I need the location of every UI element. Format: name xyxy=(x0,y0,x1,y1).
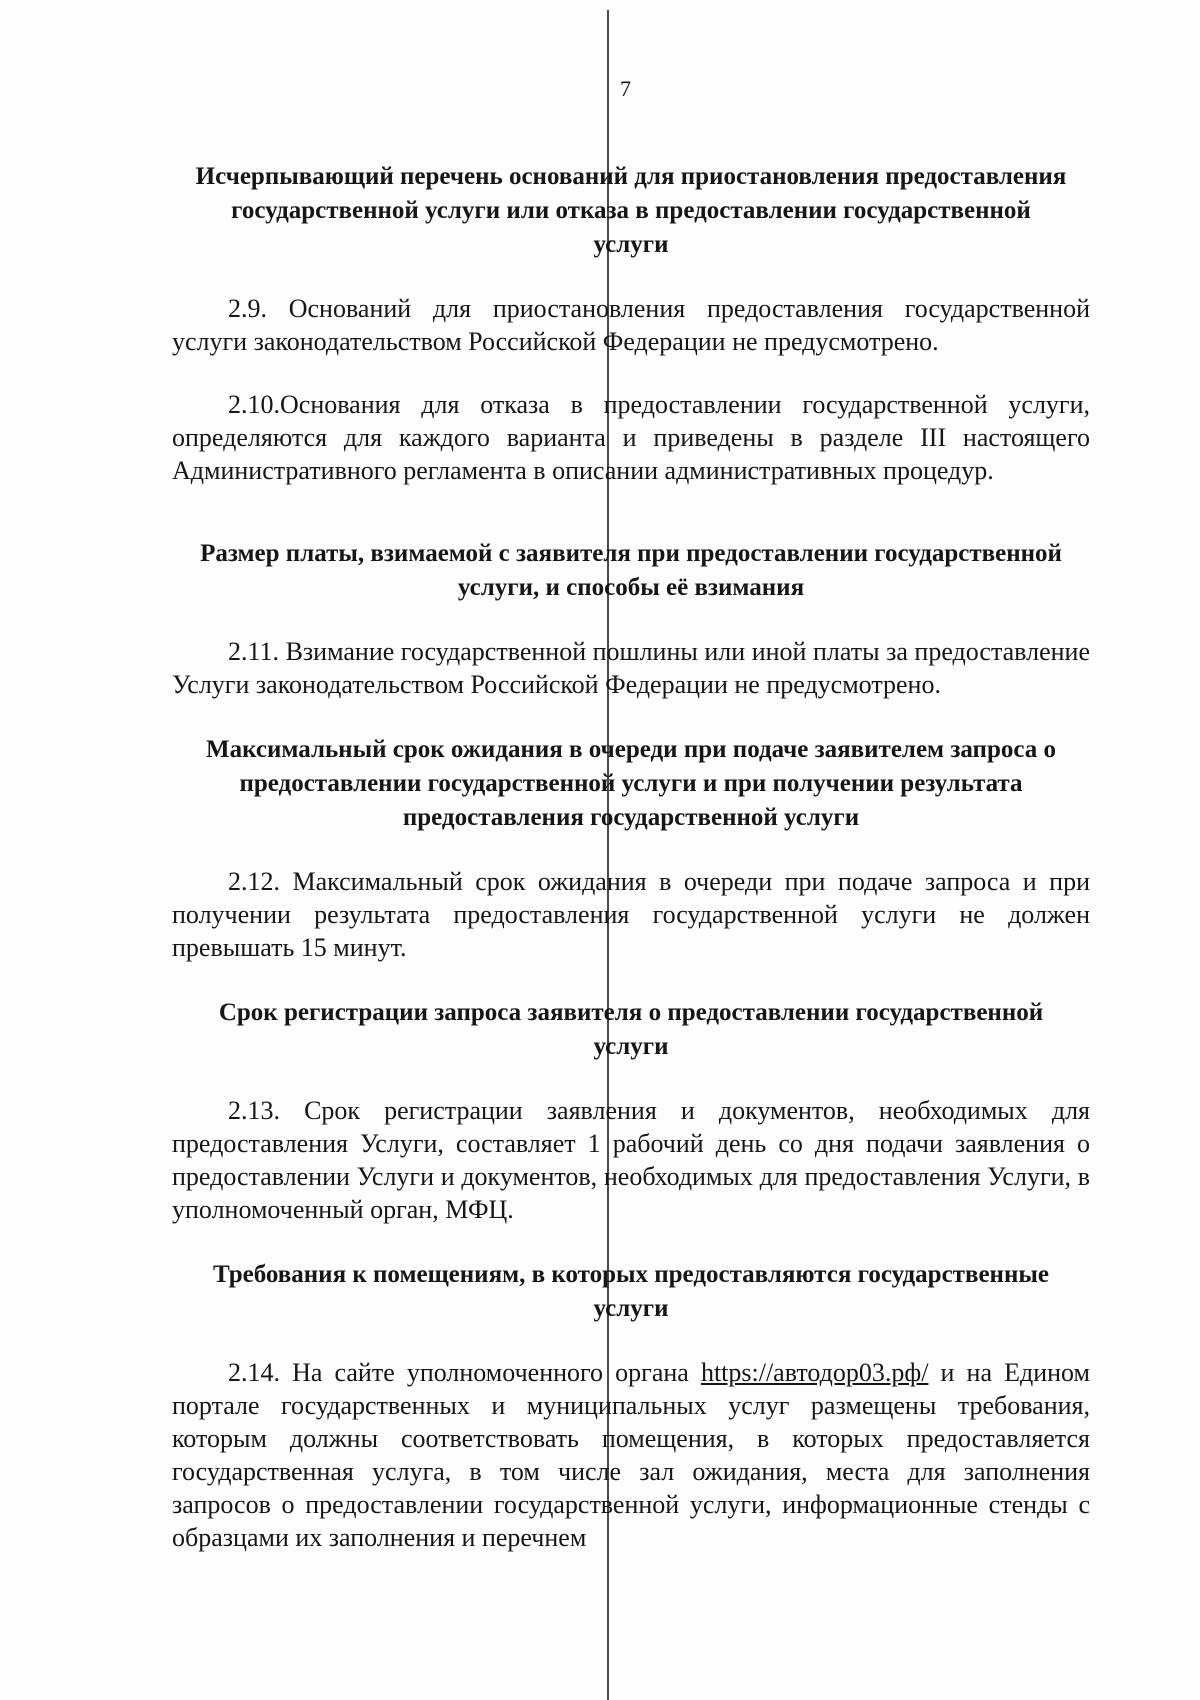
section-heading-fee: Размер платы, взимаемой с заявителя при предоставлении государственной услуги, и способы её взимания xyxy=(200,540,1062,601)
section-heading-registration-term: Срок регистрации запроса заявителя о предоставлении государственной услуги xyxy=(218,999,1044,1060)
authority-website-link[interactable]: https://автодор03.рф/ xyxy=(700,1358,929,1387)
paragraph-2-10: 2.10.Основания для отказа в предоставлении государственной услуги, определяются для каждого варианта и приведены в разделе III настоящего Административного регламента в описании административных процедур. xyxy=(172,390,1090,485)
paragraph-2-14-text-end: и на Едином портале государственных и муниципальных услуг размещены требования, которым должны соответствовать помещения, в которых предоставляется государственная услуга, в том числе зал ожидания, места для заполнения запросов о предоставлении государственной услуги, информационные стенды с образцами их заполнения и перечнем xyxy=(172,1358,1091,1552)
page-number: 7 xyxy=(620,76,631,101)
document-body xyxy=(172,160,1090,1554)
section-heading-premises-requirements: Требования к помещениям, в которых предоставляются государственные услуги xyxy=(213,1261,1049,1322)
paragraph-2-13: 2.13. Срок регистрации заявления и документов, необходимых для предоставления Услуги, составляет 1 рабочий день со дня подачи заявления о предоставлении Услуги и документов, необходимых для предоставления Услуги, в уполномоченный орган, МФЦ. xyxy=(172,1096,1090,1224)
paragraph-2-14-text-start: 2.14. На сайте уполномоченного органа xyxy=(228,1358,689,1387)
paragraph-2-11: 2.11. Взимание государственной пошлины или иной платы за предоставление Услуги законодательством Российской Федерации не предусмотрено. xyxy=(172,637,1090,699)
paragraph-2-9: 2.9. Оснований для приостановления предоставления государственной услуги законодательством Российской Федерации не предусмотрено. xyxy=(172,294,1090,356)
section-heading-waiting-time: Максимальный срок ожидания в очереди при подаче заявителем запроса о предоставлении государственной услуги и при получении результата предоставления государственной услуги xyxy=(205,736,1056,831)
paragraph-2-14 xyxy=(172,1356,1090,1554)
paragraph-2-12: 2.12. Максимальный срок ожидания в очереди при подаче запроса и при получении результата предоставления государственной услуги не должен превышать 15 минут. xyxy=(172,867,1090,962)
section-heading-suspension-grounds: Исчерпывающий перечень оснований для приостановления предоставления государственной услуги или отказа в предоставлении государственной услуги xyxy=(195,163,1067,258)
